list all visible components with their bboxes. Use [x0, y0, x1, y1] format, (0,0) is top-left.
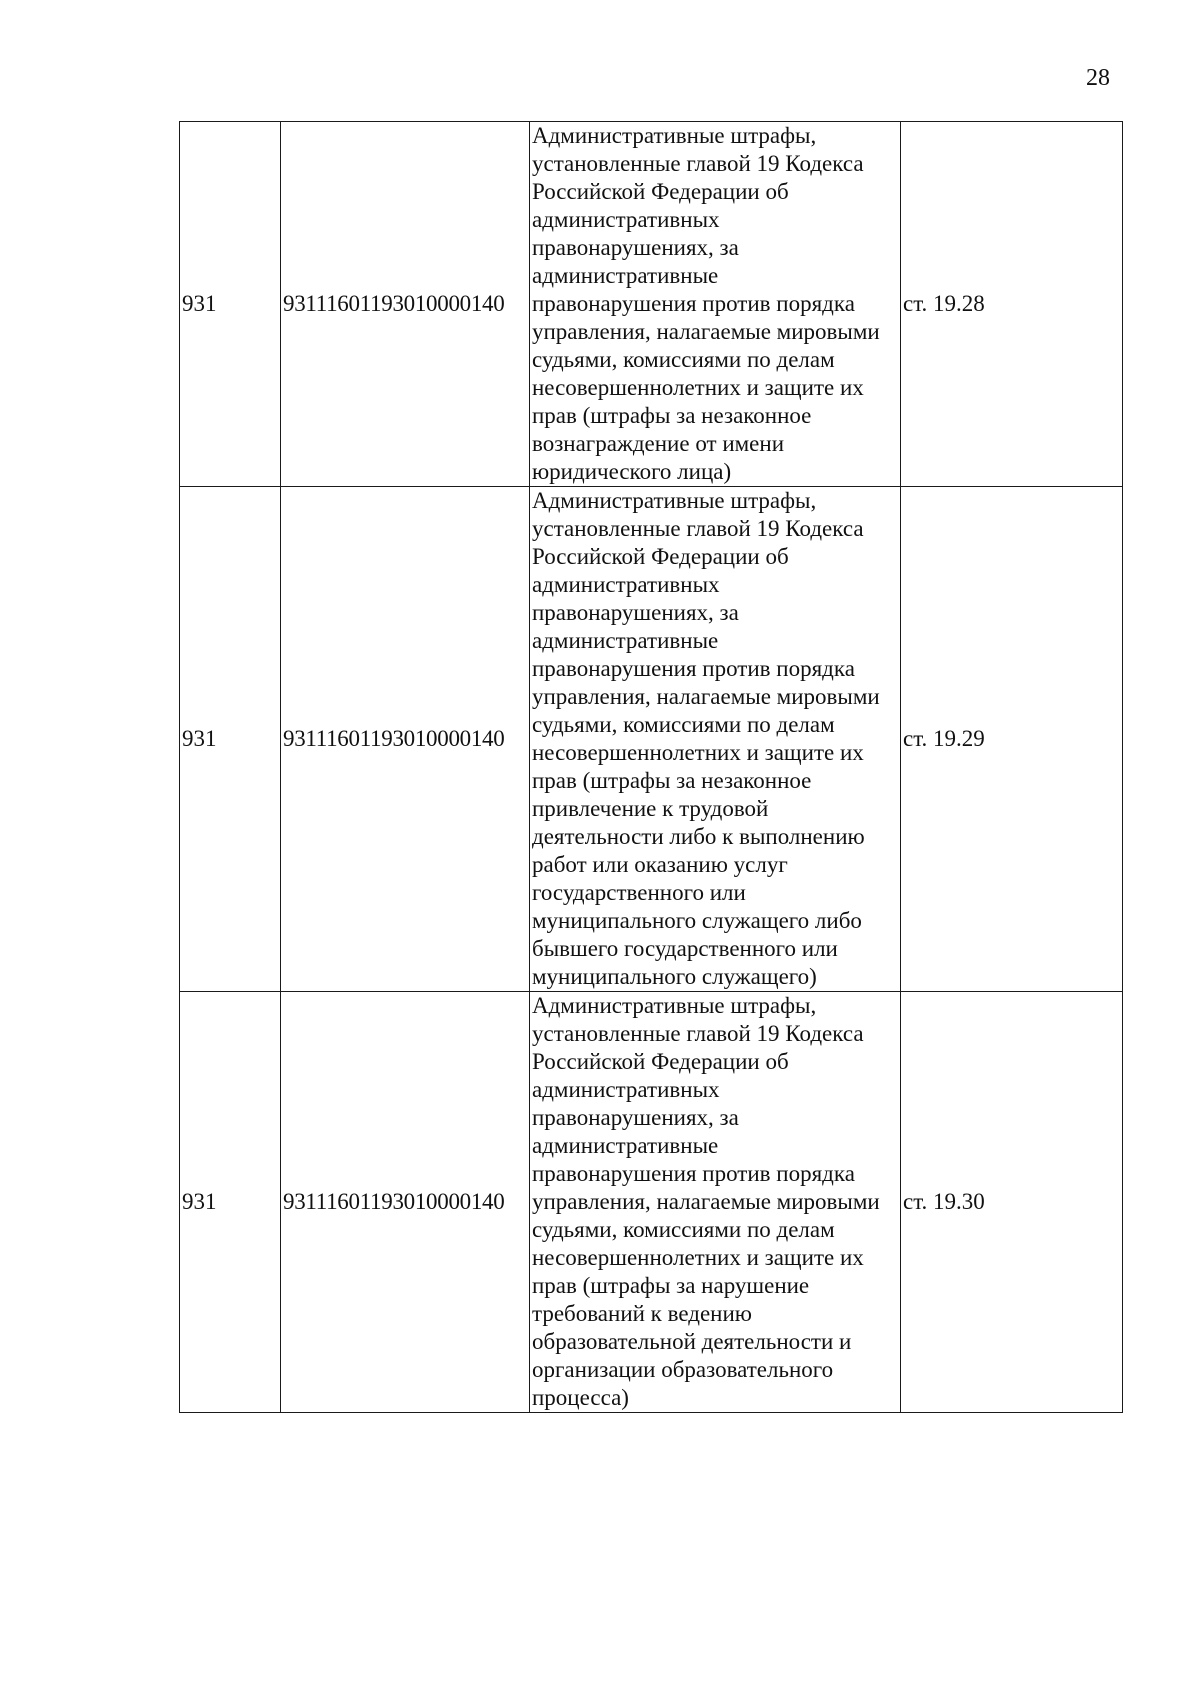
admin-code-cell: 931 — [180, 992, 281, 1413]
kbk-code-cell: 93111601193010000140 — [281, 487, 530, 992]
article-cell: ст. 19.28 — [901, 122, 1123, 487]
description-cell: Административные штрафы, установленные главой 19 Кодекса Российской Федерации об административных правонарушениях, за административные правонарушения против порядка управления, налагаемые мировыми судьями, комиссиями по делам несовершеннолетних и защите их прав (штрафы за незаконное привлечение к трудовой деятельности либо к выполнению работ или оказанию услуг государственного или муниципального служащего либо бывшего государственного или муниципального служащего) — [530, 487, 901, 992]
table-row — [180, 487, 1123, 992]
article-cell: ст. 19.29 — [901, 487, 1123, 992]
kbk-code-cell: 93111601193010000140 — [281, 992, 530, 1413]
admin-code-cell: 931 — [180, 122, 281, 487]
admin-code-cell: 931 — [180, 487, 281, 992]
table-row — [180, 992, 1123, 1413]
table-row — [180, 122, 1123, 487]
article-cell: ст. 19.30 — [901, 992, 1123, 1413]
page-number: 28 — [1086, 65, 1110, 91]
fines-table — [179, 121, 1123, 1413]
kbk-code-cell: 93111601193010000140 — [281, 122, 530, 487]
description-cell: Административные штрафы, установленные главой 19 Кодекса Российской Федерации об административных правонарушениях, за административные правонарушения против порядка управления, налагаемые мировыми судьями, комиссиями по делам несовершеннолетних и защите их прав (штрафы за незаконное вознаграждение от имени юридического лица) — [530, 122, 901, 487]
description-cell: Административные штрафы, установленные главой 19 Кодекса Российской Федерации об административных правонарушениях, за административные правонарушения против порядка управления, налагаемые мировыми судьями, комиссиями по делам несовершеннолетних и защите их прав (штрафы за нарушение требований к ведению образовательной деятельности и организации образовательного процесса) — [530, 992, 901, 1413]
